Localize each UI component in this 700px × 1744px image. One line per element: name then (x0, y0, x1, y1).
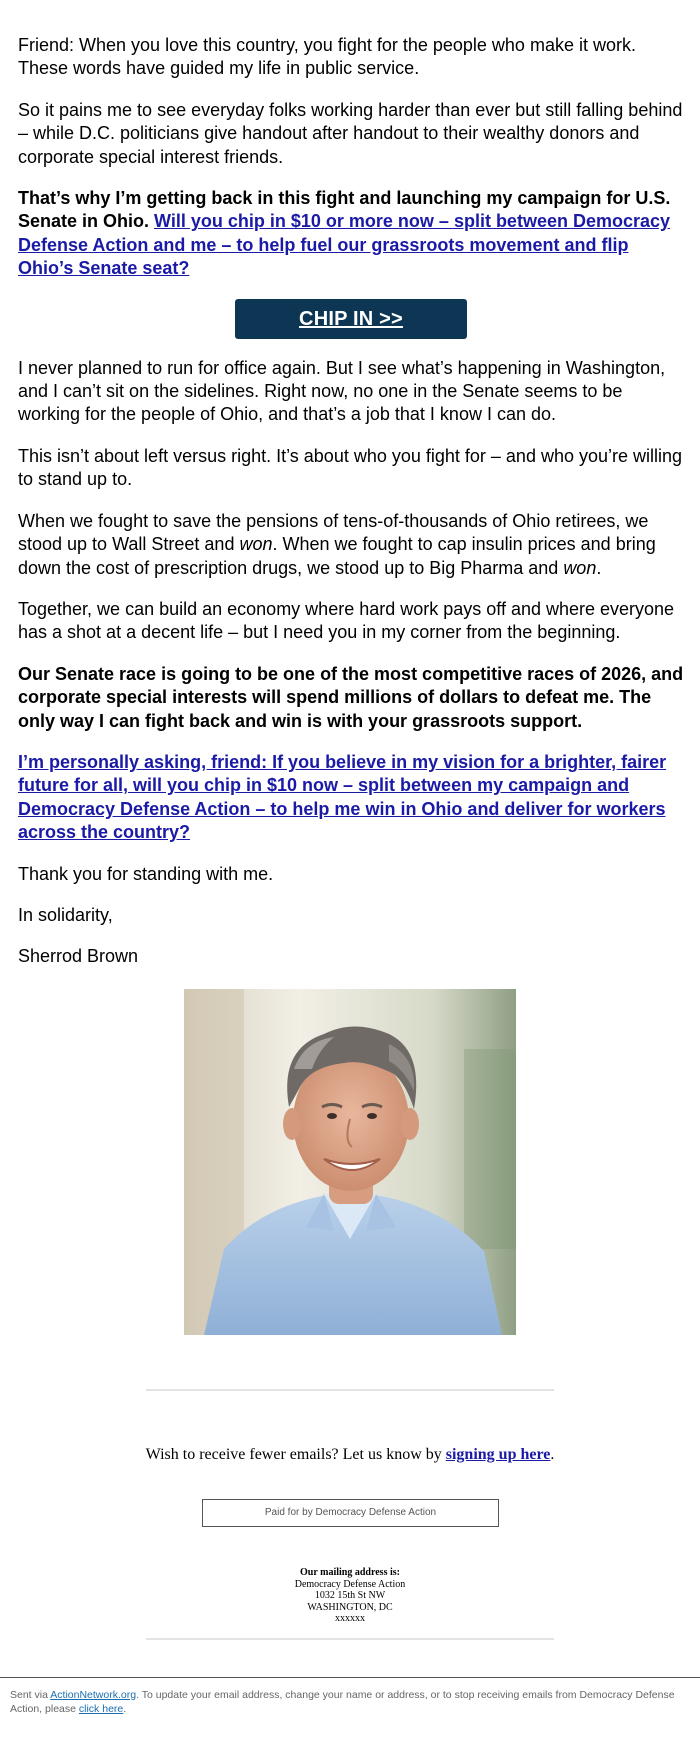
divider-top (146, 1389, 554, 1391)
actionnetwork-link[interactable]: ActionNetwork.org (50, 1689, 137, 1701)
paragraph-record (18, 510, 684, 580)
paragraph-ask (18, 751, 684, 845)
mailing-zip: xxxxxx (335, 1613, 365, 1624)
paragraph-left-right: This isn’t about left versus right. It’s about who you fight for – and who you’re willing to stand up to. (18, 445, 683, 490)
signing-up-link[interactable]: signing up here (445, 1446, 551, 1463)
mailing-address (0, 1567, 700, 1625)
email-body (18, 34, 684, 987)
mailing-city: WASHINGTON, DC (307, 1601, 393, 1613)
footer-sent-via (10, 1688, 690, 1716)
fewer-emails-end: . (550, 1446, 555, 1463)
record-text-b: . When we fought to cap insulin prices and bring down the cost of prescription drugs, we stood up to Big Pharma and (18, 534, 656, 578)
donate-link-primary[interactable]: Will you chip in $10 or more now – split between Democracy Defense Action and me – to help fuel our grassroots movement and flip Ohio’s Senate seat? (18, 211, 671, 279)
cta-wrapper (18, 299, 684, 339)
campaign-launch-bold: That’s why I’m getting back in this fight and launching my campaign for U.S. Senate in Ohio. (18, 188, 671, 232)
divider-bottom (146, 1638, 554, 1640)
record-text-c: . (596, 557, 602, 578)
paragraph-campaign-launch (18, 187, 684, 281)
record-text-a: When we fought to save the pensions of tens-of-thousands of Ohio retirees, we stood up to Wall Street and (18, 510, 649, 555)
chip-in-button[interactable]: CHIP IN >> (235, 299, 467, 339)
record-won-1: won (239, 534, 273, 555)
paragraph-together: Together, we can build an economy where hard work pays off and where everyone has a shot at a decent life – but I need you in my corner from the beginning. (18, 598, 675, 643)
paragraph-falling-behind: So it pains me to see everyday folks working harder than ever but still falling behind – while D.C. politicians give handout after handout to their wealthy donors and corporate special interest friends. (18, 99, 683, 167)
footer-divider (0, 1677, 700, 1678)
unsubscribe-click-here-link[interactable]: click here (78, 1703, 124, 1715)
record-won-2: won (563, 557, 597, 578)
mailing-address-header: Our mailing address is: (300, 1567, 400, 1578)
mailing-org: Democracy Defense Action (294, 1578, 406, 1590)
sent-via-prefix: Sent via (10, 1689, 51, 1701)
paragraph-competitive-race: Our Senate race is going to be one of the most competitive races of 2026, and corporate special interests will spend millions of dollars to defeat me. The only way I can fight back and win is with your grassroots support. (18, 663, 684, 731)
sent-via-end: . (123, 1703, 127, 1715)
fewer-emails-text: Wish to receive fewer emails? Let us know by (145, 1446, 446, 1463)
paragraph-intro: Friend: When you love this country, you fight for the people who make it work. These words have guided my life in public service. (18, 35, 636, 79)
candidate-photo (184, 989, 516, 1335)
paid-for-disclaimer: Paid for by Democracy Defense Action (202, 1499, 499, 1527)
sent-via-text: . To update your email address, change your name or address, or to stop receiving emails from Democracy Defense Action, please (10, 1689, 675, 1715)
donate-link-secondary[interactable]: I’m personally asking, friend: If you believe in my vision for a brighter, fairer future for all, will you chip in $10 now – split between my campaign and Democracy Defense Action – to help me win in Ohio and deliver for workers across the country? (18, 751, 667, 843)
paragraph-thanks: Thank you for standing with me. (18, 863, 274, 884)
closing: In solidarity, (18, 904, 113, 925)
signature-name: Sherrod Brown (18, 946, 139, 967)
fewer-emails-line (0, 1446, 700, 1464)
paragraph-never-planned: I never planned to run for office again. But I see what’s happening in Washington, and I can’t sit on the sidelines. Right now, no one in the Senate seems to be working for the people of Ohio, and that’s a job that I know I can do. (18, 357, 666, 425)
mailing-street: 1032 15th St NW (314, 1590, 386, 1601)
